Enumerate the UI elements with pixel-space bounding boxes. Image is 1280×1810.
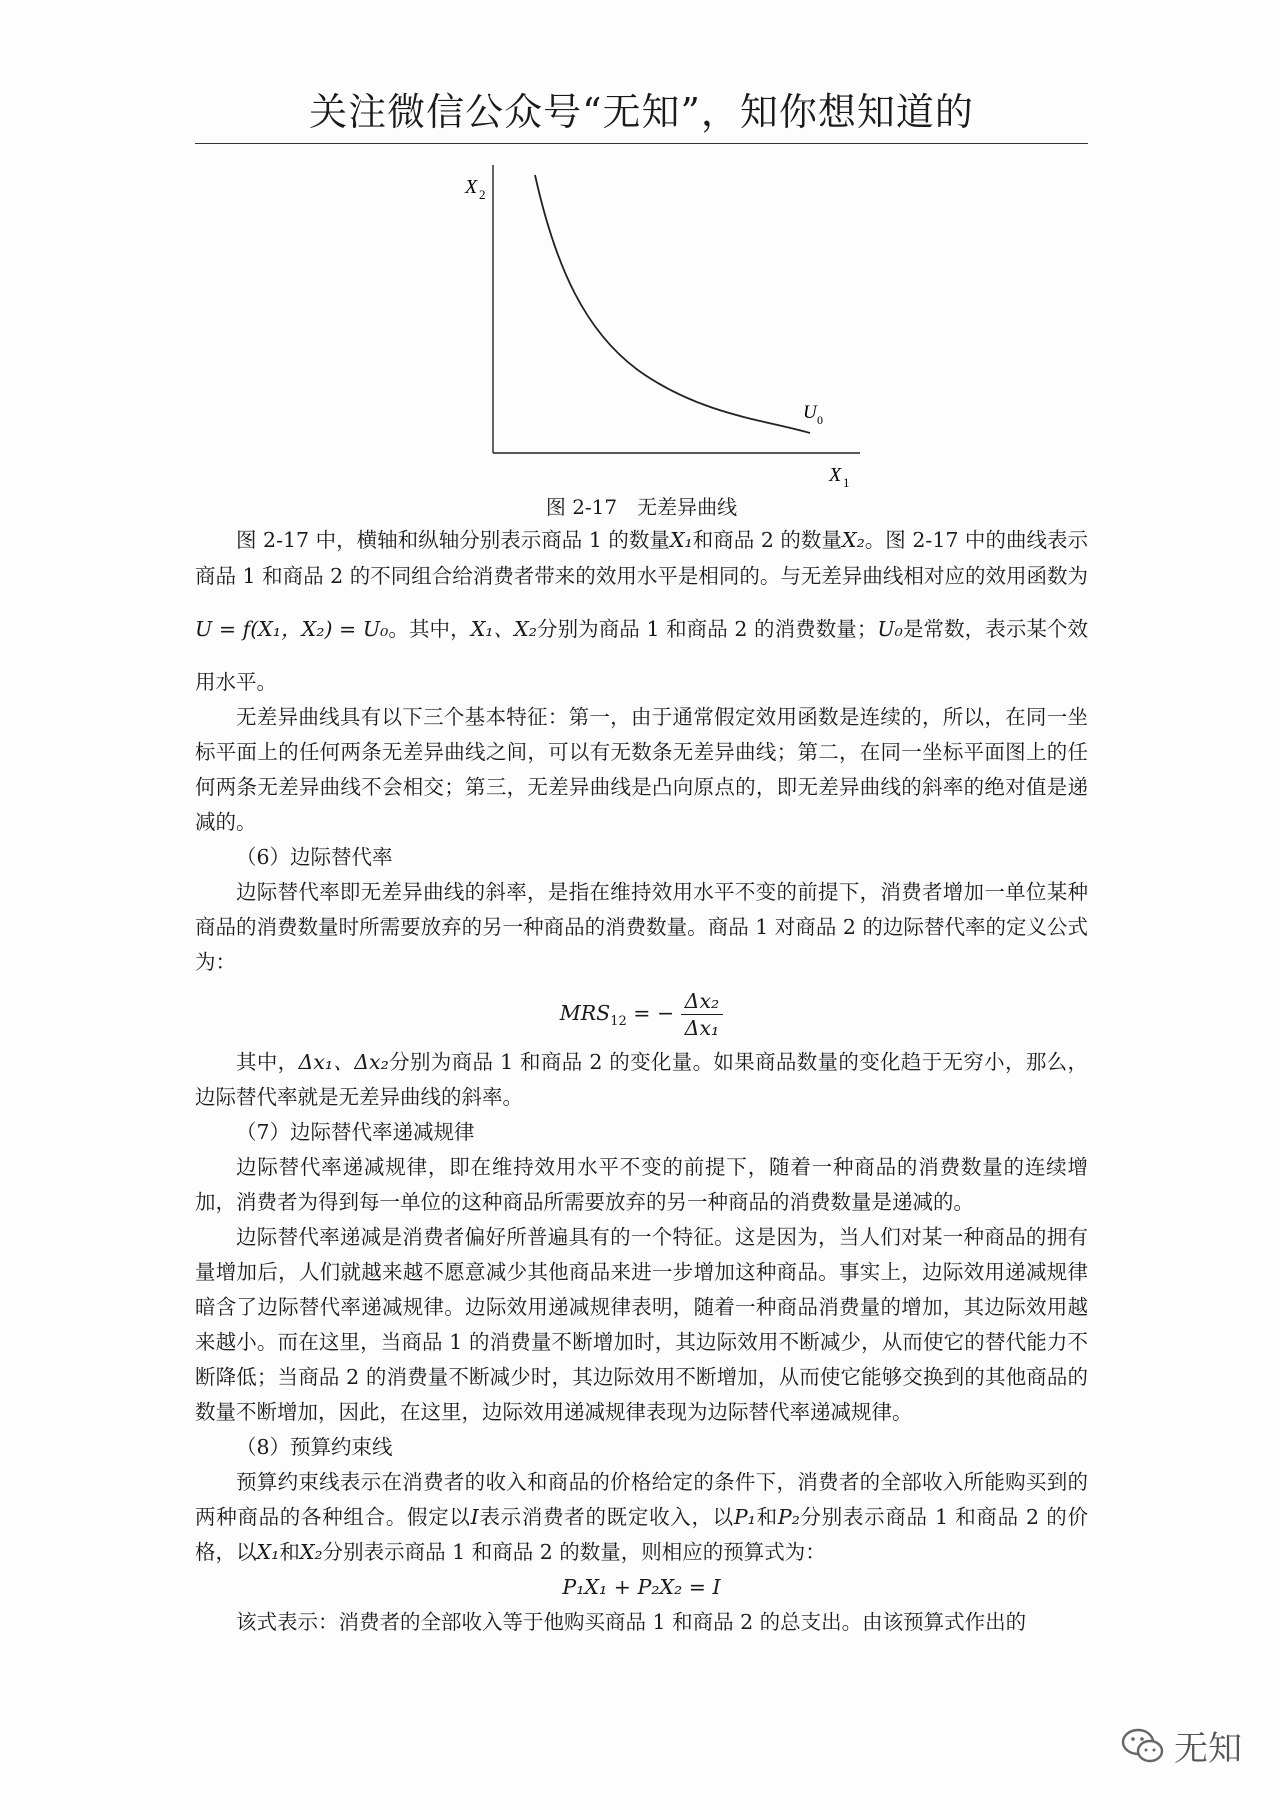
body-text	[195, 522, 1088, 1640]
wechat-icon	[1120, 1726, 1166, 1766]
curve-label: U	[803, 402, 817, 423]
paragraph-6: 边际替代率递减是消费者偏好所普遍具有的一个特征。这是因为，当人们对某一种商品的拥有量增加后，人们就越来越不愿意减少其他商品来进一步增加这种商品。事实上，边际效用递减规律暗含了边际替代率递减规律。边际效用递减规律表明，随着一种商品消费量的增加，其边际效用越来越小。而在这里，当商品 1 的消费量不断增加时，其边际效用不断减少，从而使它的替代能力不断降低；当商品 2 的消费量不断减少时，其边际效用不断增加，从而使它能够交换到的其他商品的数量不断增加，因此，在这里，边际效用递减规律表现为边际替代率递减规律。	[195, 1225, 1088, 1424]
y-axis-label: X	[465, 176, 478, 198]
y-axis-sub: 2	[479, 187, 486, 202]
paragraph-7: 预算约束线表示在消费者的收入和商品的价格给定的条件下，消费者的全部收入所能购买到的两种商品的各种组合。假定以I表示消费者的既定收入，以P₁和P₂分别表示商品 1 和商品 2 的价格，以X₁和X₂分别表示商品 1 和商品 2 的数量，则相应的预算式为：	[195, 1470, 1089, 1564]
budget-formula: P₁X₁ + P₂X₂ = I	[562, 1575, 721, 1599]
heading-8: （8）预算约束线	[236, 1435, 393, 1459]
paragraph-8: 该式表示：消费者的全部收入等于他购买商品 1 和商品 2 的总支出。由该预算式作出的	[236, 1610, 1027, 1634]
watermark-text: 无知	[1174, 1729, 1242, 1769]
figure-caption: 图 2-17 无差异曲线	[545, 495, 738, 519]
watermark	[1120, 1721, 1242, 1770]
indifference-curve-figure	[455, 165, 875, 490]
paragraph-3: 边际替代率即无差异曲线的斜率，是指在维持效用水平不变的前提下，消费者增加一单位某种商品的消费数量时所需要放弃的另一种商品的消费数量。商品 1 对商品 2 的边际替代率的定义公式为：	[195, 880, 1088, 974]
mrs-fraction: $\frac{\text{Δx₂}}{\text{Δx₁}}$	[681, 988, 724, 1041]
paragraph-2: 无差异曲线具有以下三个基本特征：第一，由于通常假定效用函数是连续的，所以，在同一坐标平面上的任何两条无差异曲线之间，可以有无数条无差异曲线；第二，在同一坐标平面图上的任何两条无差异曲线不会相交；第三，无差异曲线是凸向原点的，即无差异曲线的斜率的绝对值是递减的。	[195, 705, 1088, 834]
utility-function: U = f(X₁，X₂) = U₀	[195, 617, 389, 641]
x-axis-label: X	[829, 464, 842, 486]
paragraph-5: 边际替代率递减规律，即在维持效用水平不变的前提下，随着一种商品的消费数量的连续增加，消费者为得到每一单位的这种商品所需要放弃的另一种商品的消费数量是递减的。	[195, 1155, 1088, 1214]
heading-7: （7）边际替代率递减规律	[236, 1120, 475, 1144]
indifference-curve	[535, 175, 810, 433]
paragraph-4: 其中，Δx₁、Δx₂分别为商品 1 和商品 2 的变化量。如果商品数量的变化趋于无穷小，那么，边际替代率就是无差异曲线的斜率。	[195, 1050, 1089, 1109]
header-rule	[195, 143, 1088, 144]
heading-6: （6）边际替代率	[236, 845, 393, 869]
curve-sub: 0	[817, 413, 823, 427]
page-header: 关注微信公众号“无知”，知你想知道的	[309, 90, 974, 134]
paragraph-1: 图 2-17 中，横轴和纵轴分别表示商品 1 的数量X₁和商品 2 的数量X₂。图 2-17 中的曲线表示商品 1 和商品 2 的不同组合给消费者带来的效用水平是相同的。与无差异曲线相对应的效用函数为U = f(X₁，X₂) = U₀。其中，X₁、X₂分别为商品 1 和商品 2 的消费数量；U₀是常数，表示某个效用水平。	[195, 528, 1089, 694]
mrs-formula: $MRS_{12}$ = − $\frac{\text{Δx₂}}{\text{Δx₁}}$	[195, 980, 1088, 1045]
x-axis-sub: 1	[843, 475, 850, 490]
